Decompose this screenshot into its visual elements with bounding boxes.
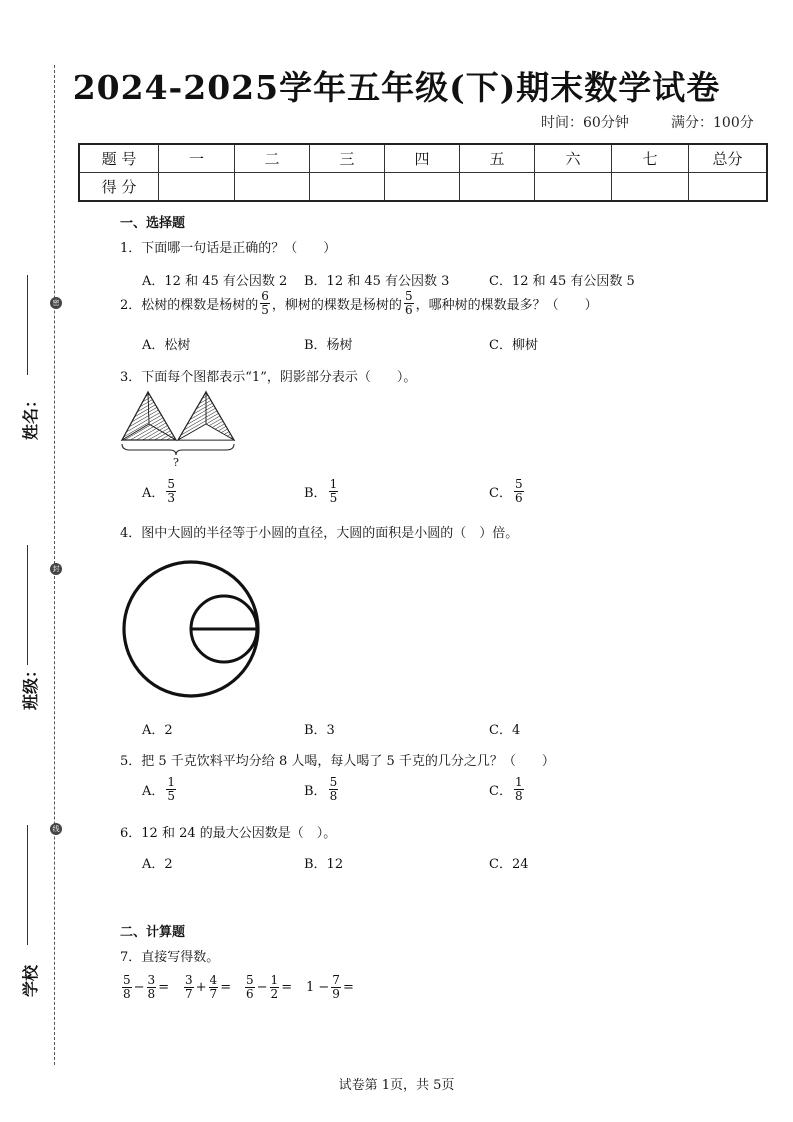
class-label: 班级： — [21, 661, 40, 710]
q1-option-c[interactable]: C．12 和 45 有公因数 5 — [489, 274, 635, 289]
q2-option-a[interactable]: A．松树 — [142, 338, 191, 353]
score-cell: 二 — [235, 144, 310, 173]
q3-option-a-fraction: $\frac{5}{3}$ — [167, 477, 176, 505]
score-input-cell[interactable] — [385, 173, 460, 202]
score-cell: 四 — [385, 144, 460, 173]
q5-option-a-fraction: $\frac{1}{5}$ — [167, 775, 176, 803]
score-input-cell[interactable] — [535, 173, 612, 202]
question-1: 1．下面哪一句话是正确的？（ ） — [120, 241, 337, 256]
page-footer: 试卷第 1页，共 5页 — [338, 1078, 455, 1093]
q2-fraction-willow: $\frac{5}{6}$ — [404, 289, 413, 317]
question-5: 5．把 5 千克饮料平均分给 8 人喝，每人喝了 5 千克的几分之几？（ ） — [120, 754, 555, 769]
score-table-score-row — [79, 173, 767, 202]
q4-circles-figure — [120, 558, 265, 703]
question-2 — [120, 290, 598, 317]
name-label: 姓名： — [21, 391, 40, 440]
score-cell: 一 — [159, 144, 235, 173]
school-blank-line[interactable] — [27, 825, 28, 945]
score-input-cell[interactable] — [235, 173, 310, 202]
q3-triangles-figure — [118, 388, 242, 472]
full-score-label: 满分：100分 — [671, 115, 754, 131]
q7-expression-1: $\frac{5}{8}$ − $\frac{3}{8}$ = — [123, 973, 170, 1001]
q3-option-b[interactable]: B． $\frac{1}{5}$ — [304, 477, 338, 505]
question-4: 4．图中大圆的半径等于小圆的直径，大圆的面积是小圆的（ ）倍。 — [120, 526, 519, 541]
section-choice-heading: 一、选择题 — [120, 216, 186, 231]
q4-option-b[interactable]: B．3 — [304, 723, 335, 738]
score-cell: 七 — [612, 144, 689, 173]
q1-option-a[interactable]: A．12 和 45 有公因数 2 — [142, 274, 288, 289]
score-cell: 三 — [310, 144, 385, 173]
section-calc-heading: 二、计算题 — [120, 925, 186, 940]
question-7: 7．直接写得数。 — [120, 950, 220, 965]
score-cell: 五 — [460, 144, 535, 173]
q3-option-a[interactable]: A． $\frac{5}{3}$ — [142, 477, 176, 505]
q2-fraction-pine: $\frac{6}{5}$ — [261, 289, 269, 317]
q7-expression-2: $\frac{3}{7}$ + $\frac{4}{7}$ = — [185, 973, 232, 1001]
score-input-cell[interactable] — [612, 173, 689, 202]
score-cell: 得 分 — [79, 173, 159, 202]
score-table — [78, 143, 768, 202]
score-cell: 六 — [535, 144, 612, 173]
q6-option-c[interactable]: C．24 — [489, 857, 529, 872]
q7-expression-3: $\frac{5}{6}$ − $\frac{1}{2}$ = — [246, 973, 293, 1001]
q6-option-a[interactable]: A．2 — [142, 857, 173, 872]
score-input-cell[interactable] — [310, 173, 385, 202]
q2-option-c[interactable]: C．柳树 — [489, 338, 538, 353]
seal-mark: 密 — [50, 297, 62, 309]
q2-text-part: 2．松树的棵数是杨树的 — [120, 298, 259, 313]
q5-option-b[interactable]: B． $\frac{5}{8}$ — [304, 775, 338, 803]
q3-brace-label: ? — [173, 456, 179, 469]
q2-option-b[interactable]: B．杨树 — [304, 338, 353, 353]
q6-option-b[interactable]: B．12 — [304, 857, 344, 872]
q4-option-a[interactable]: A．2 — [142, 723, 173, 738]
q7-expression-4: 1 − $\frac{7}{9}$ = — [306, 973, 354, 1001]
seal-mark: 封 — [50, 563, 62, 575]
q2-text-part: ，柳树的棵数是杨树的 — [271, 298, 402, 313]
q4-option-c[interactable]: C．4 — [489, 723, 521, 738]
question-6: 6．12 和 24 的最大公因数是（ ）。 — [120, 826, 337, 841]
score-input-cell[interactable] — [159, 173, 235, 202]
q5-option-a[interactable]: A． $\frac{1}{5}$ — [142, 775, 176, 803]
question-3: 3．下面每个图都表示“1”，阴影部分表示（ ）。 — [120, 370, 417, 385]
q5-option-c-fraction: $\frac{1}{8}$ — [514, 775, 523, 803]
q3-option-c[interactable]: C． $\frac{5}{6}$ — [489, 477, 523, 505]
q5-option-b-fraction: $\frac{5}{8}$ — [329, 775, 338, 803]
score-input-cell[interactable] — [460, 173, 535, 202]
score-input-cell[interactable] — [689, 173, 768, 202]
q3-option-c-fraction: $\frac{5}{6}$ — [514, 477, 523, 505]
score-cell: 题 号 — [79, 144, 159, 173]
score-cell: 总分 — [689, 144, 768, 173]
q3-option-b-fraction: $\frac{1}{5}$ — [329, 477, 338, 505]
q2-text-part: ，哪种树的棵数最多？（ ） — [415, 298, 598, 313]
name-blank-line[interactable] — [27, 275, 28, 375]
time-label: 时间：60分钟 — [541, 115, 629, 131]
school-label: 学校 — [21, 964, 40, 997]
seal-mark: 线 — [50, 823, 62, 835]
score-table-header-row — [79, 144, 767, 173]
class-blank-line[interactable] — [27, 545, 28, 665]
page-title: 2024-2025学年五年级(下)期末数学试卷 — [72, 68, 721, 107]
q5-option-c[interactable]: C． $\frac{1}{8}$ — [489, 775, 523, 803]
q1-option-b[interactable]: B．12 和 45 有公因数 3 — [304, 274, 450, 289]
